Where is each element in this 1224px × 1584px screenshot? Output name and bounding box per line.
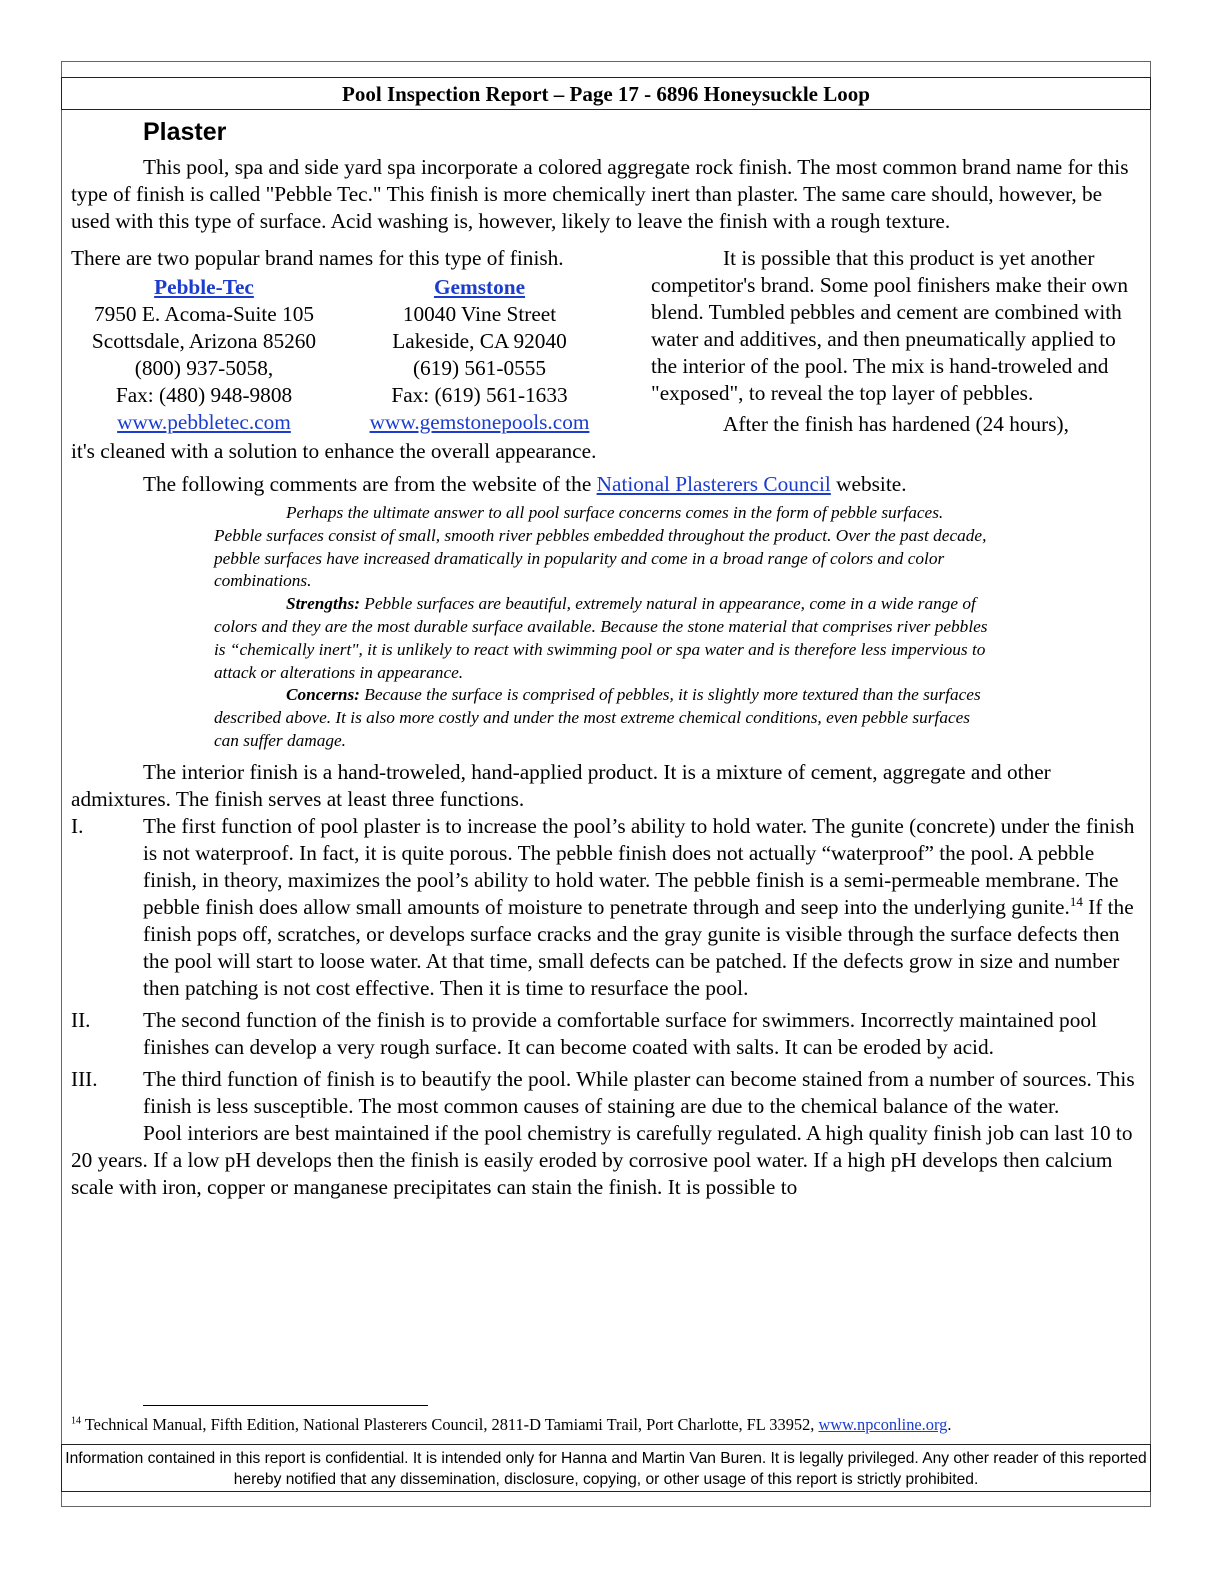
footnote-end: . [947,1415,952,1434]
function-text: The second function of the finish is to provide a comfortable surface for swimmers. Incorrectly maintained pool finishes can develop a very rough surface. It can become coated with salts. It can be eroded by acid. [143,1007,1097,1059]
footnote-divider [143,1405,428,1406]
npc-link[interactable]: National Plasterers Council [596,472,831,496]
function-text-a: The first function of pool plaster is to increase the pool’s ability to hold water. The gunite (concrete) under the finish is not waterproof. In fact, it is quite porous. The pebble finish does not actually “waterproof” the pool. A pebble finish, in theory, maximizes the pool’s ability to hold water. The pebble finish is a semi-permeable membrane. The pebble finish does allow small amounts of moisture to penetrate through and seep into the underlying gunite. [143,813,1135,919]
concerns-text: Because the surface is comprised of pebbles, it is slightly more textured than the surfaces described above. It is also more costly and under the most extreme chemical conditions, even pebble surfaces can suffer damage. [214,685,981,750]
brand-name-link[interactable]: Pebble-Tec [154,275,254,299]
quote-intro: Perhaps the ultimate answer to all pool surface concerns comes in the form of pebble surfaces. Pebble surfaces consist of small, smooth river pebbles embedded throughout the product. Over the past decade, pebble surfaces have increased dramatically in popularity and come in a broad range of colors and color combinations. [214,503,987,591]
confidentiality-footer: Information contained in this report is confidential. It is intended only for Hanna and Martin Van Buren. It is legally privileged. Any other reader of this reported hereby notified that any dissemination, disclosure, copying, or other usage of this report is strictly prohibited. [61,1444,1151,1492]
brands-columns [71,245,1141,438]
quote-concerns [214,684,991,752]
section-heading: Plaster [143,118,227,146]
footnote-link[interactable]: www.npconline.org [818,1415,948,1434]
npc-before: The following comments are from the website of the [143,472,597,496]
function-number: I. [71,813,84,838]
function-item [71,813,1141,1002]
product-description-column [641,245,1141,438]
cleaning-line: it's cleaned with a solution to enhance the overall appearance. [71,439,597,463]
function-text-b: If the finish pops off, scratches, or develops surface cracks and the gray gunite is visible through the surface defects then the pool will start to loose water. At that time, small defects can be patched. If the defects grow in size and number then patching is not cost effective. Then it is time to resurface the pool. [143,894,1134,1000]
brand-url-link[interactable]: www.gemstonepools.com [369,410,590,434]
brand-fax: Fax: (480) 948-9808 [115,383,293,407]
function-text [143,813,1141,1002]
brand-fax: Fax: (619) 561-1633 [391,383,568,407]
npc-after: website. [830,472,907,496]
brands-intro: There are two popular brand names for this type of finish. [71,246,564,270]
npc-intro [71,471,1141,498]
function-text: The third function of finish is to beautify the pool. While plaster can become stained from a number of sources. This finish is less susceptible. The most common causes of staining are due to the chemical balance of the water. [143,1066,1135,1118]
strengths-text: Pebble surfaces are beautiful, extremely natural in appearance, come in a wide range of colors and they are the most durable surface available. Because the stone material that comprises river pebbles is “chemically inert", it is unlikely to react with swimming pool or spa water and is therefore less impervious to attack or alterations in appearance. [214,594,988,682]
footnote-number: 14 [71,1415,81,1427]
footnote [71,1414,1141,1436]
concerns-label: Concerns: [286,685,360,705]
function-item [71,1007,1141,1061]
function-item [71,1066,1141,1120]
brand-gemstone [337,274,622,436]
brand-address: 7950 E. Acoma-Suite 105 [93,302,315,326]
brands-list [71,274,641,436]
brand-phone: (800) 937-5058, [134,356,274,380]
hardening-paragraph: After the finish has hardened (24 hours), [723,412,1069,436]
quote-strengths [214,593,991,684]
brand-city: Lakeside, CA 92040 [392,329,567,353]
brand-url-link[interactable]: www.pebbletec.com [117,410,291,434]
product-paragraph: It is possible that this product is yet another competitor's brand. Some pool finishers make their own blend. Tumbled pebbles and cement are combined with water and additives, and then pneumatically applied to the interior of the pool. The mix is hand-troweled and "exposed", to reveal the top layer of pebbles. [651,246,1129,405]
footnote-text: Technical Manual, Fifth Edition, National Plasterers Council, 2811-D Tamiami Trail, Port Charlotte, FL 33952, [81,1415,819,1434]
report-header: Pool Inspection Report – Page 17 - 6896 Honeysuckle Loop [61,77,1151,110]
brand-address: 10040 Vine Street [402,302,557,326]
footnote-ref[interactable]: 14 [1069,893,1083,909]
intro-paragraph: This pool, spa and side yard spa incorporate a colored aggregate rock finish. The most common brand name for this type of finish is called "Pebble Tec." This finish is more chemically inert than plaster. The same care should, however, be used with this type of surface. Acid washing is, however, likely to leave the finish with a rough texture. [71,155,1129,233]
brands-column [71,245,641,438]
brand-city: Scottsdale, Arizona 85260 [91,329,317,353]
brand-phone: (619) 561-0555 [412,356,547,380]
page-content [71,116,1141,1201]
strengths-label: Strengths: [286,594,360,614]
brand-name-link[interactable]: Gemstone [433,275,526,299]
npc-quote [214,502,991,753]
brand-pebble-tec [71,274,337,436]
interior-paragraph: The interior finish is a hand-troweled, hand-applied product. It is a mixture of cement, aggregate and other admixtures. The finish serves at least three functions. [71,759,1051,811]
closing-paragraph: Pool interiors are best maintained if the pool chemistry is carefully regulated. A high quality finish job can last 10 to 20 years. If a low pH develops then the finish is easily eroded by corrosive pool water. If a high pH develops then calcium scale with iron, copper or manganese precipitates can stain the finish. It is possible to [71,1120,1133,1199]
function-number: II. [71,1007,91,1032]
function-number: III. [71,1066,98,1091]
